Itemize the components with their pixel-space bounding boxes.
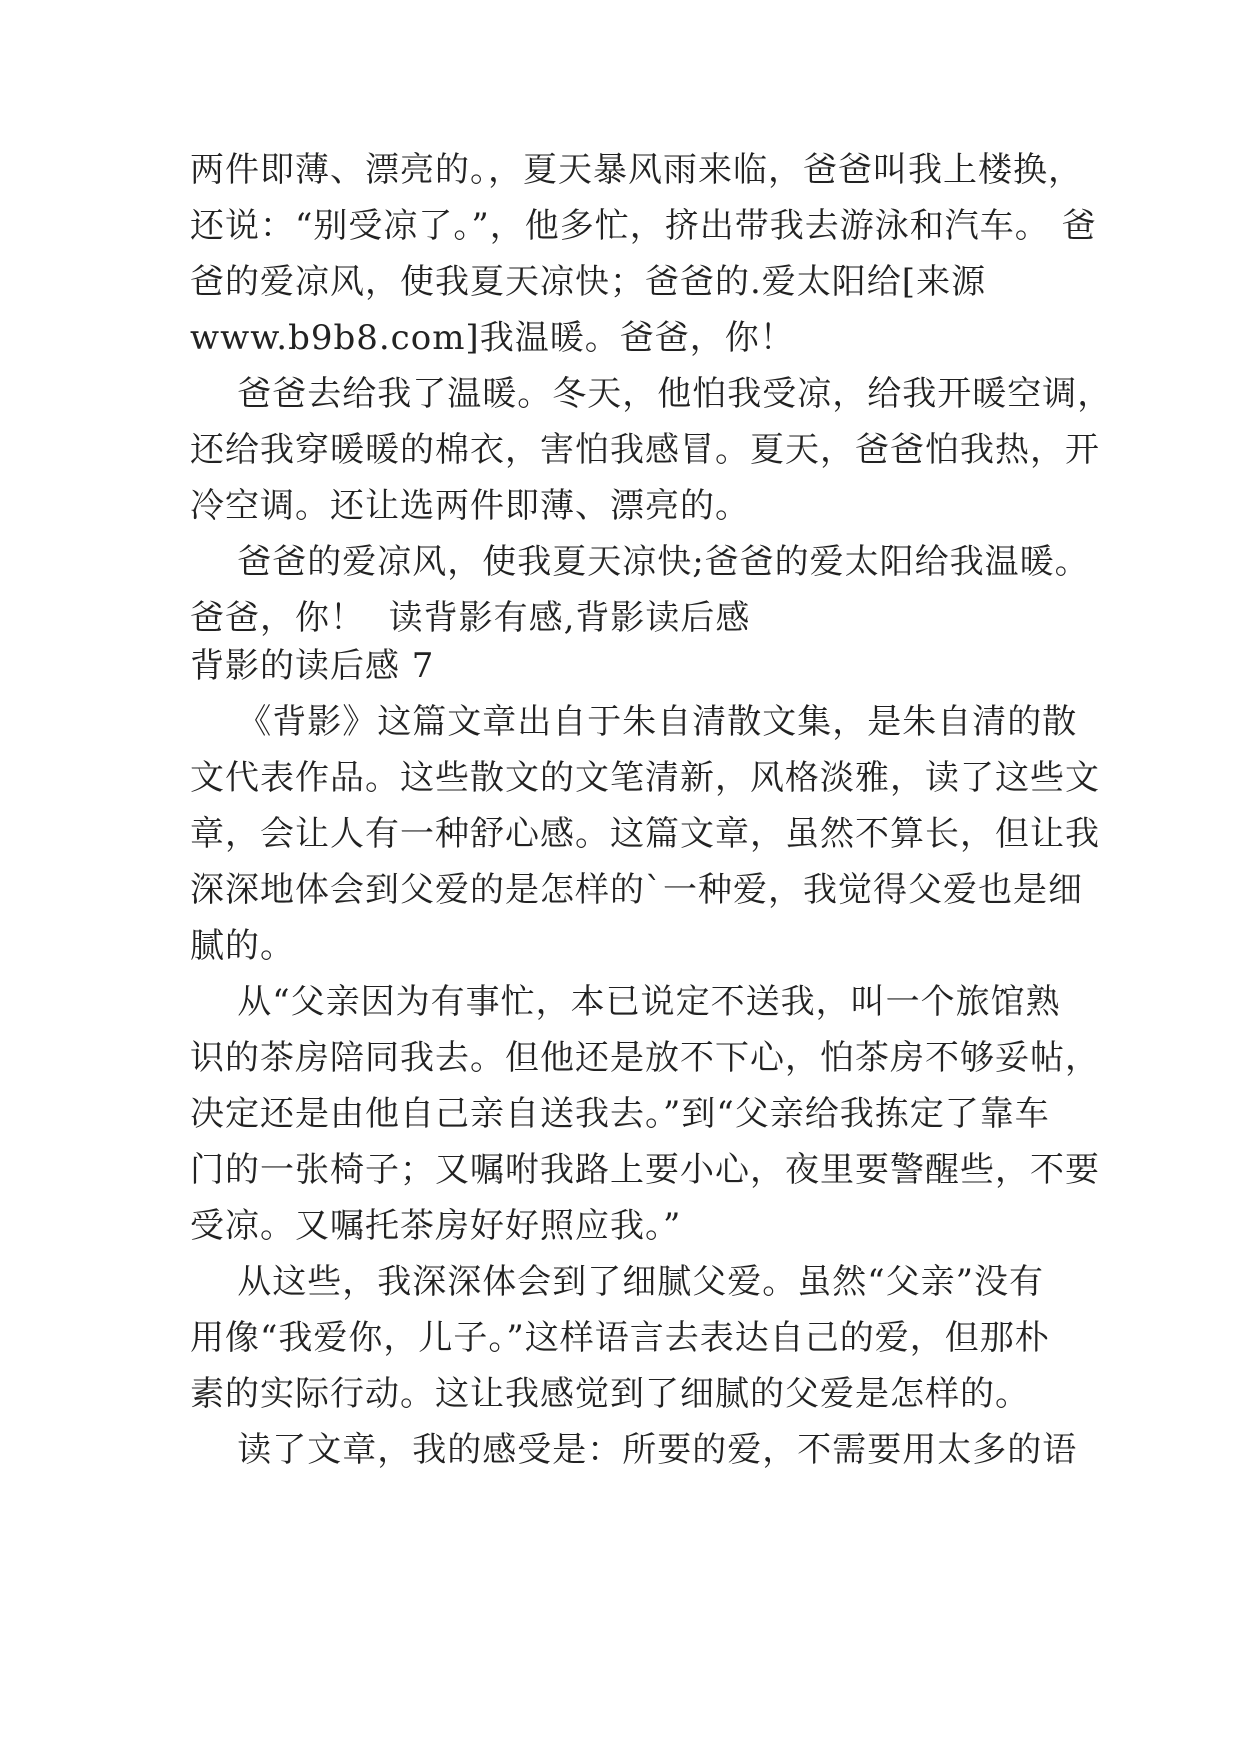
- text-line: 从这些，我深深体会到了细腻父爱。虽然“父亲”没有: [190, 1262, 1044, 1302]
- text-line: 受凉。又嘱托茶房好好照应我。”: [190, 1206, 682, 1246]
- text-line: 决定还是由他自己亲自送我去。”到“父亲给我拣定了靠车: [190, 1094, 1050, 1134]
- text-line: 门的一张椅子；又嘱咐我路上要小心，夜里要警醒些，不要: [190, 1150, 1100, 1190]
- text-line: 两件即薄、漂亮的。，夏天暴风雨来临，爸爸叫我上楼换，: [190, 150, 1083, 190]
- text-line: 爸爸的爱凉风，使我夏天凉快;爸爸的爱太阳给我温暖。: [190, 542, 1090, 582]
- text-line: 《背影》这篇文章出自于朱自清散文集，是朱自清的散: [190, 702, 1078, 742]
- text-line: 文代表作品。这些散文的文笔清新，风格淡雅，读了这些文: [190, 758, 1100, 798]
- text-line: 素的实际行动。这让我感觉到了细腻的父爱是怎样的。: [190, 1374, 1030, 1414]
- section-heading: 背影的读后感 7: [190, 646, 435, 686]
- text-line: 用像“我爱你，儿子。”这样语言去表达自己的爱，但那朴: [190, 1318, 1050, 1358]
- text-line: 识的茶房陪同我去。但他还是放不下心，怕茶房不够妥帖，: [190, 1038, 1100, 1078]
- text-line: 爸爸去给我了温暖。冬天，他怕我受凉，给我开暖空调，: [190, 374, 1113, 414]
- text-line: 腻的。: [190, 926, 295, 966]
- text-line: 还给我穿暖暖的棉衣，害怕我感冒。夏天，爸爸怕我热，开: [190, 430, 1100, 470]
- text-line: 爸的爱凉风，使我夏天凉快；爸爸的.爱太阳给[来源: [190, 262, 987, 302]
- text-line: 从“父亲因为有事忙，本已说定不送我，叫一个旅馆熟: [190, 982, 1061, 1022]
- text-line: 章，会让人有一种舒心感。这篇文章，虽然不算长，但让我: [190, 814, 1100, 854]
- text-line: 深深地体会到父爱的是怎样的`一种爱，我觉得父爱也是细: [190, 870, 1083, 910]
- text-line: 冷空调。还让选两件即薄、漂亮的。: [190, 486, 750, 526]
- text-line: www.b9b8.com]我温暖。爸爸，你！: [190, 318, 795, 358]
- text-line: 还说：“别受凉了。”，他多忙，挤出带我去游泳和汽车。 爸: [190, 206, 1097, 246]
- text-line: 爸爸，你！ 读背影有感,背影读后感: [190, 598, 751, 638]
- text-line: 读了文章，我的感受是：所要的爱，不需要用太多的语: [190, 1430, 1078, 1470]
